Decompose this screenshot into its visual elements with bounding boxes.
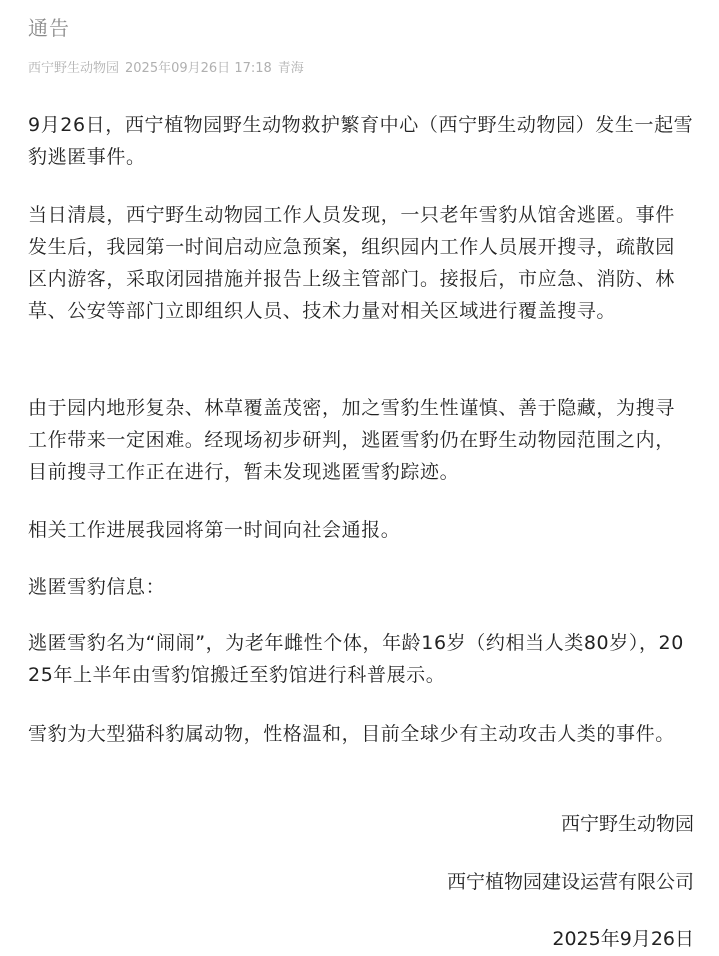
- signature-company: 西宁植物园建设运营有限公司: [446, 871, 694, 893]
- paragraph-7: 雪豹为大型猫科豹属动物，性格温和，目前全球少有主动攻击人类的事件。: [28, 723, 675, 745]
- article-location: 青海: [277, 61, 304, 76]
- paragraph-1: 9月26日，西宁植物园野生动物救护繁育中心（西宁野生动物园）发生一起雪豹逃匿事件。: [28, 114, 694, 168]
- paragraph-2: 当日清晨，西宁野生动物园工作人员发现，一只老年雪豹从馆舍逃匿。事件发生后，我园第一时间启动应急预案，组织园内工作人员展开搜寻，疏散园区内游客，采取闭园措施并报告上级主管部门。接报后，市应急、消防、林草、公安等部门立即组织人员、技术力量对相关区域进行覆盖搜寻。: [28, 204, 675, 322]
- article-datetime: 2025年09月26日 17:18: [125, 61, 272, 76]
- signature-zoo: 西宁野生动物园: [560, 813, 694, 835]
- article-title: 通告: [28, 16, 70, 40]
- paragraph-4: 相关工作进展我园将第一时间向社会通报。: [28, 519, 401, 541]
- paragraph-6: 逃匿雪豹名为“闹闹”，为老年雌性个体，年龄16岁（约相当人类80岁），2025年上半年由雪豹馆搬迁至豹馆进行科普展示。: [28, 632, 684, 686]
- signature-date: 2025年9月26日: [552, 928, 694, 950]
- paragraph-5: 逃匿雪豹信息：: [28, 576, 166, 598]
- article-source[interactable]: 西宁野生动物园: [28, 61, 120, 76]
- paragraph-3: 由于园内地形复杂、林草覆盖茂密，加之雪豹生性谨慎、善于隐藏，为搜寻工作带来一定困难。经现场初步研判，逃匿雪豹仍在野生动物园范围之内，目前搜寻工作正在进行，暂未发现逃匿雪豹踪迹。: [28, 397, 675, 483]
- article-meta: [28, 57, 304, 76]
